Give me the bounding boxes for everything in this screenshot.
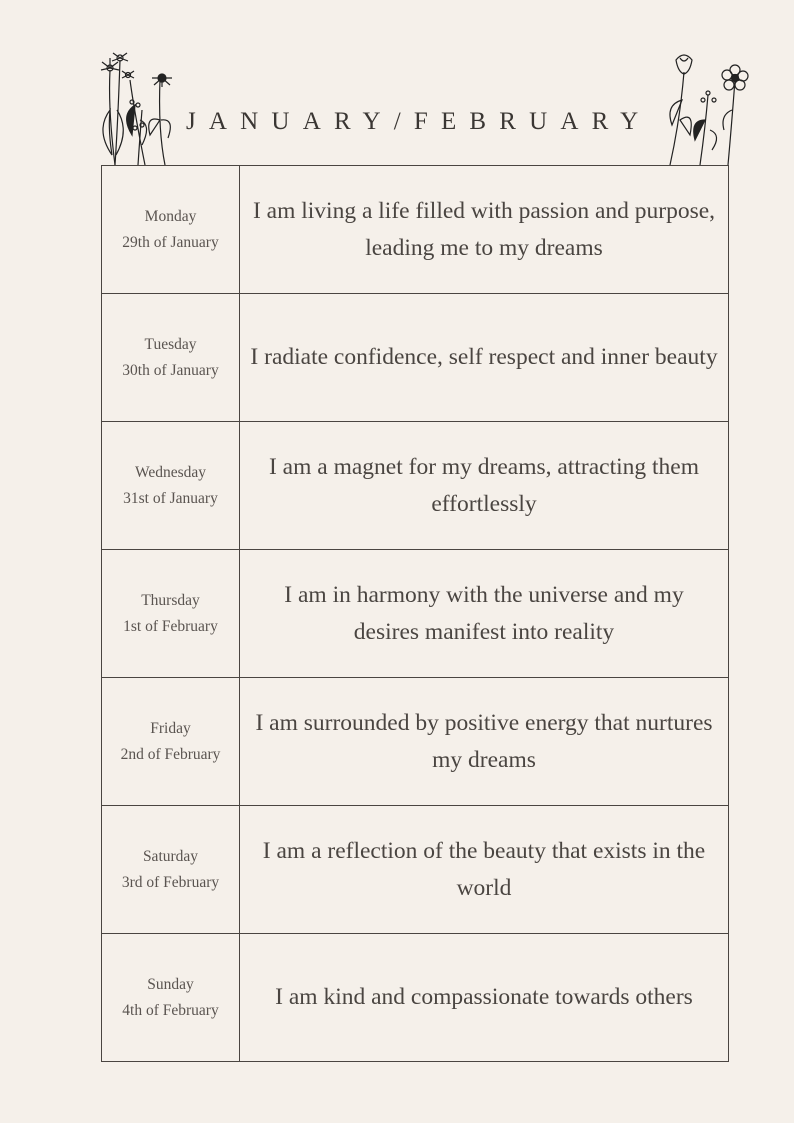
date: 1st of February (123, 617, 218, 635)
date: 31st of January (123, 489, 218, 507)
day-cell (102, 678, 240, 806)
table-row (102, 678, 729, 806)
weekday: Wednesday (134, 463, 207, 481)
table-row (102, 550, 729, 678)
day-cell (102, 550, 240, 678)
wildflowers-right-illustration (660, 50, 755, 166)
table-row (102, 166, 729, 294)
affirmation: I am surrounded by positive energy that nurtures my dreams (240, 678, 729, 806)
day-cell (102, 422, 240, 550)
affirmation: I am in harmony with the universe and my desires manifest into reality (240, 550, 729, 678)
table-row (102, 422, 729, 550)
table-row (102, 806, 729, 934)
affirmation: I am a magnet for my dreams, attracting them effortlessly (240, 422, 729, 550)
date: 3rd of February (121, 873, 220, 891)
weekday: Thursday (141, 591, 200, 609)
weekday: Tuesday (144, 335, 197, 353)
date: 29th of January (122, 233, 219, 251)
weekday: Saturday (142, 847, 199, 865)
affirmations-table (101, 165, 729, 1062)
date: 2nd of February (120, 745, 221, 763)
affirmation: I am living a life filled with passion and purpose, leading me to my dreams (240, 166, 729, 294)
page-title: JANUARY/FEBRUARY (186, 108, 652, 135)
day-cell (102, 806, 240, 934)
affirmation: I radiate confidence, self respect and inner beauty (240, 294, 729, 422)
table-row (102, 934, 729, 1062)
day-cell (102, 294, 240, 422)
table-row (102, 294, 729, 422)
affirmation: I am a reflection of the beauty that exists in the world (240, 806, 729, 934)
date: 4th of February (122, 1001, 219, 1019)
day-cell (102, 934, 240, 1062)
date: 30th of January (122, 361, 219, 379)
weekday: Sunday (147, 975, 194, 993)
day-cell (102, 166, 240, 294)
affirmation: I am kind and compassionate towards others (240, 934, 729, 1062)
weekday: Monday (144, 207, 197, 225)
weekday: Friday (150, 719, 191, 737)
wildflowers-left-illustration (90, 50, 180, 166)
